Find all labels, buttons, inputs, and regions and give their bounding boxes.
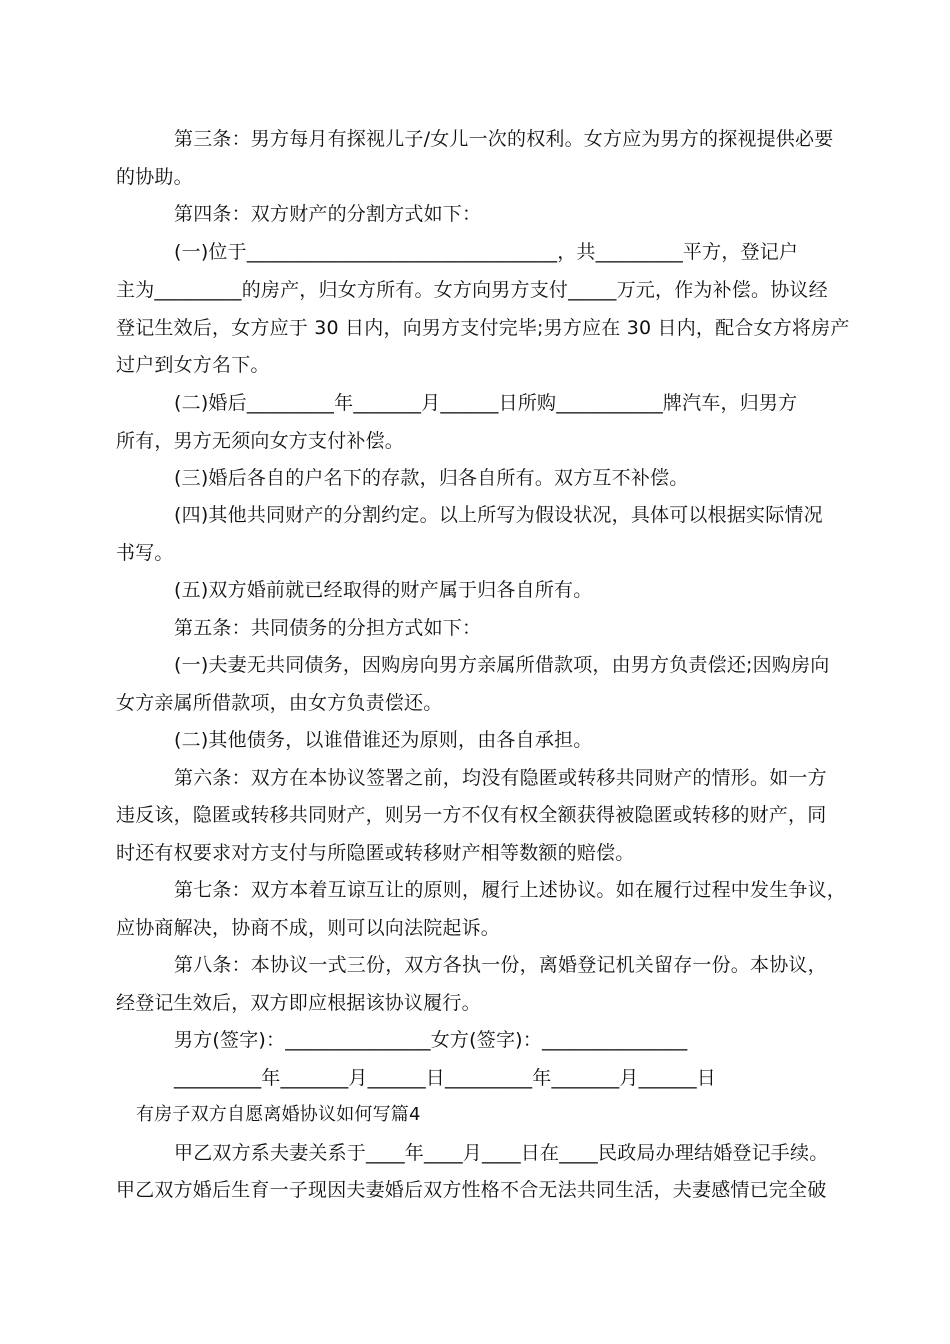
article-4-item-2-line-1: (二)婚后_________年_______月______日所购___________牌汽车，归男方 bbox=[174, 392, 798, 414]
section-4-line-1: 甲乙双方系夫妻关系于____年____月____日在____民政局办理结婚登记手续。 bbox=[174, 1142, 829, 1164]
article-4-item-3: (三)婚后各自的户名下的存款，归各自所有。双方互不补偿。 bbox=[174, 467, 689, 489]
article-3-line-2: 的协助。 bbox=[116, 166, 193, 188]
signature-date-line: _________年_______月______日_________年_______月______日 bbox=[174, 1067, 717, 1089]
section-4-line-2: 甲乙双方婚后生育一子现因夫妻婚后双方性格不合无法共同生活，夫妻感情已完全破 bbox=[116, 1179, 827, 1201]
article-4-item-2-line-2: 所有，男方无须向女方支付补偿。 bbox=[116, 430, 405, 452]
article-4-item-1-line-1: (一)位于________________________________，共_________平方，登记户 bbox=[174, 241, 799, 263]
article-4-item-5: (五)双方婚前就已经取得的财产属于归各自所有。 bbox=[174, 579, 593, 601]
article-6-line-3: 时还有权要求对方支付与所隐匿或转移财产相等数额的赔偿。 bbox=[116, 842, 635, 864]
article-4-item-1-line-2: 主为_________的房产，归女方所有。女方向男方支付_____万元，作为补偿。协议经 bbox=[116, 279, 828, 301]
article-7-line-2: 应协商解决，协商不成，则可以向法院起诉。 bbox=[116, 917, 501, 939]
article-4-heading: 第四条：双方财产的分割方式如下： bbox=[174, 203, 482, 225]
article-5-item-1-line-2: 女方亲属所借款项，由女方负责偿还。 bbox=[116, 692, 443, 714]
article-8-line-2: 经登记生效后，双方即应根据该协议履行。 bbox=[116, 992, 481, 1014]
article-6-line-1: 第六条：双方在本协议签署之前，均没有隐匿或转移共同财产的情形。如一方 bbox=[174, 767, 827, 789]
article-4-item-4-line-2: 书写。 bbox=[116, 542, 174, 564]
article-4-item-1-line-4: 过户到女方名下。 bbox=[116, 354, 270, 376]
section-heading-4: 有房子双方自愿离婚协议如何写篇4 bbox=[136, 1104, 421, 1125]
article-4-item-1-line-3: 登记生效后，女方应于 30 日内，向男方支付完毕;男方应在 30 日内，配合女方将房产 bbox=[116, 317, 850, 339]
article-5-heading: 第五条：共同债务的分担方式如下： bbox=[174, 617, 482, 639]
article-8-line-1: 第八条：本协议一式三份，双方各执一份，离婚登记机关留存一份。本协议， bbox=[174, 954, 827, 976]
article-6-line-2: 违反该，隐匿或转移共同财产，则另一方不仅有权全额获得被隐匿或转移的财产，同 bbox=[116, 804, 827, 826]
article-5-item-1-line-1: (一)夫妻无共同债务，因购房向男方亲属所借款项，由男方负责偿还;因购房向 bbox=[174, 654, 830, 676]
signature-line: 男方(签字)：_______________女方(签字)：_______________ bbox=[174, 1029, 688, 1051]
article-5-item-2: (二)其他债务，以谁借谁还为原则，由各自承担。 bbox=[174, 729, 593, 751]
article-7-line-1: 第七条：双方本着互谅互让的原则，履行上述协议。如在履行过程中发生争议， bbox=[174, 879, 847, 901]
article-4-item-4-line-1: (四)其他共同财产的分割约定。以上所写为假设状况，具体可以根据实际情况 bbox=[174, 504, 823, 526]
article-3-line-1: 第三条：男方每月有探视儿子/女儿一次的权利。女方应为男方的探视提供必要 bbox=[174, 128, 834, 150]
